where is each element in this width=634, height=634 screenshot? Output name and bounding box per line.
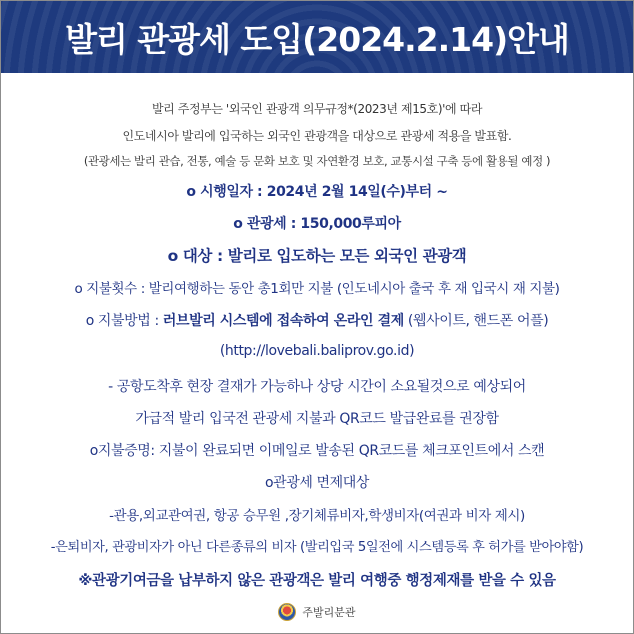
footer bbox=[1, 597, 633, 627]
item-payment-count: o 지불횟수 : 발리여행하는 동안 총1회만 지불 (인도네시아 출국 후 재 입국시 재 지불) bbox=[74, 281, 560, 297]
airport-note: - 공항도착후 현장 결재가 가능하나 상당 시간이 소요될것으로 예상되어 bbox=[108, 379, 526, 395]
item-start-date: o 시행일자 : 2024년 2월 14일(수)부터 ~ bbox=[186, 184, 448, 200]
footer-label: 주발리분관 bbox=[302, 606, 356, 619]
recommendation: 가급적 발리 입국전 관광세 지불과 QR코드 발급완료를 권장함 bbox=[135, 411, 499, 427]
exempt-line-2: -은퇴비자, 관광비자가 아닌 다른종류의 비자 (발리입국 5일전에 시스템등록 후 허가를 받아야함) bbox=[50, 540, 584, 555]
consulate-emblem-icon bbox=[278, 603, 296, 621]
payment-proof: o지불증명: 지불이 완료되면 이메일로 발송된 QR코드를 체크포인트에서 스캔 bbox=[89, 443, 545, 459]
banner-title: 발리 관광세 도입(2024.2.14)안내 bbox=[65, 19, 569, 59]
payment-url[interactable]: (http://lovebali.baliprov.go.id) bbox=[219, 343, 415, 359]
header-banner bbox=[1, 1, 633, 73]
exempt-line-1: -관용,외교관여권, 항공 승무원 ,장기체류비자,학생비자(여권과 비자 제시) bbox=[109, 508, 525, 524]
exempt-title: o관광세 면제대상 bbox=[264, 475, 370, 491]
item-payment-method bbox=[1, 310, 633, 330]
intro-line-3: (관광세는 발리 관습, 전통, 예술 등 문화 보호 및 자연환경 보호, 교통시설 구축 등에 활용될 예정 ) bbox=[83, 154, 551, 168]
intro-line-2: 인도네시아 발리에 입국하는 외국인 관광객을 대상으로 관광세 적용을 발표함. bbox=[122, 129, 512, 143]
intro-line-1: 발리 주정부는 '외국인 관광객 의무규정*(2023년 제15호)'에 따라 bbox=[151, 102, 483, 116]
payment-method-bold: 러브발리 시스템에 접속하여 온라인 결제 bbox=[162, 313, 404, 329]
payment-method-prefix: o 지불방법 : bbox=[85, 313, 163, 329]
warning-notice: ※관광기여금을 납부하지 않은 관광객은 발리 여행중 행정제재를 받을 수 있음 bbox=[78, 573, 556, 589]
item-target: o 대상 : 발리로 입도하는 모든 외국인 관광객 bbox=[167, 247, 467, 265]
item-tax-amount: o 관광세 : 150,000루피아 bbox=[233, 216, 401, 232]
payment-method-suffix: (웹사이트, 핸드폰 어플) bbox=[403, 313, 549, 329]
